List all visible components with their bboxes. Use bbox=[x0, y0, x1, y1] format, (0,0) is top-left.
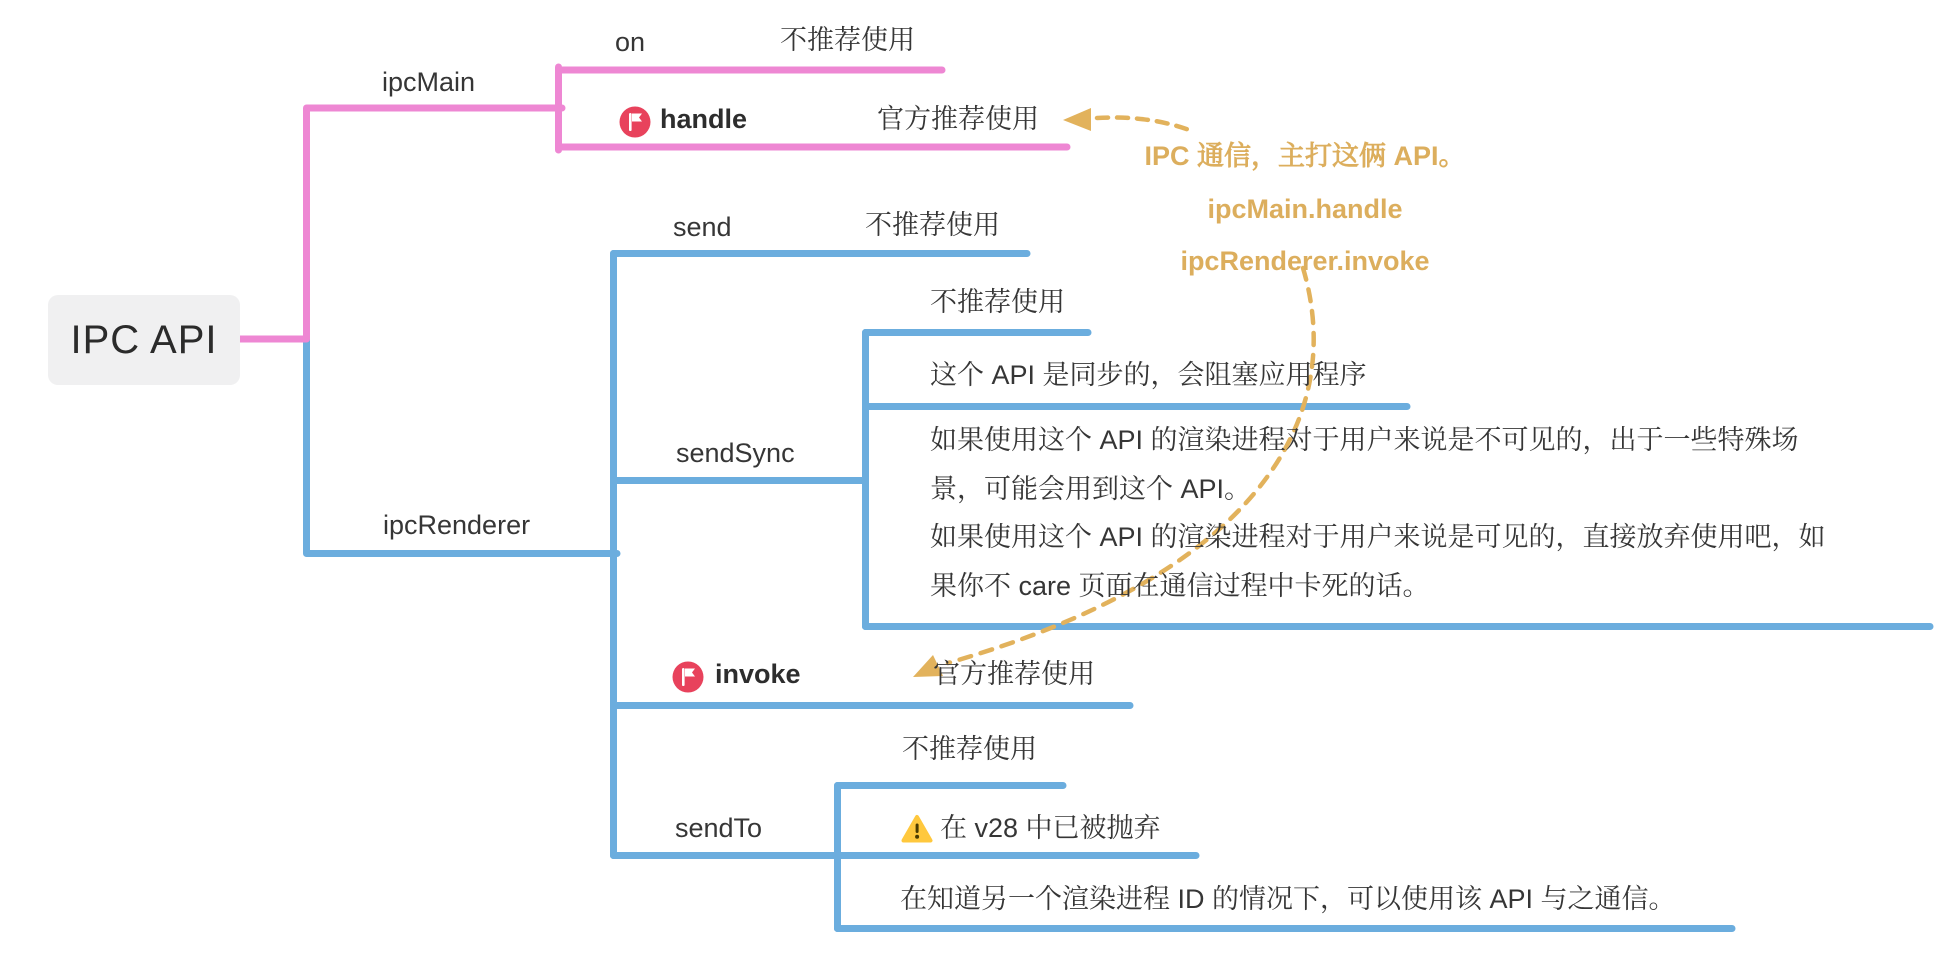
warning-icon bbox=[904, 817, 931, 841]
topic-send-remark[interactable]: 不推荐使用 bbox=[865, 210, 1000, 240]
annotation-callout[interactable] bbox=[1100, 134, 1510, 298]
root-topic-label: IPC API bbox=[70, 317, 218, 362]
annotation-line: ipcRenderer.invoke bbox=[1180, 246, 1430, 276]
topic-handle-remark[interactable]: 官方推荐使用 bbox=[877, 104, 1039, 134]
topic-on[interactable]: on bbox=[615, 27, 646, 57]
note-detail-line: 果你不 care 页面在通信过程中卡死的话。 bbox=[930, 570, 1430, 601]
topic-send[interactable]: send bbox=[673, 212, 732, 242]
topic-handle[interactable]: handle bbox=[660, 104, 748, 134]
topic-sendto-note-not-recommended[interactable]: 不推荐使用 bbox=[902, 734, 1037, 764]
topic-invoke[interactable]: invoke bbox=[715, 659, 801, 689]
arrow-to-handle bbox=[1097, 118, 1192, 131]
topic-ipcmain[interactable]: ipcMain bbox=[382, 67, 476, 97]
topic-sendto-note-deprecated[interactable]: 在 v28 中已被抛弃 bbox=[940, 813, 1161, 843]
topic-sendsync-note-sync-warning[interactable]: 这个 API 是同步的，会阻塞应用程序 bbox=[930, 360, 1367, 390]
topic-on-remark[interactable]: 不推荐使用 bbox=[780, 25, 915, 55]
note-detail-line: 景，可能会用到这个 API。 bbox=[930, 473, 1252, 504]
annotation-line: IPC 通信，主打这俩 API。 bbox=[1144, 141, 1466, 171]
flag-icon bbox=[620, 107, 651, 138]
topic-sendto[interactable]: sendTo bbox=[675, 813, 763, 843]
flag-icon bbox=[673, 662, 704, 693]
note-detail-line: 如果使用这个 API 的渲染进程对于用户来说是可见的，直接放弃使用吧，如 bbox=[930, 522, 1826, 552]
topic-invoke-remark[interactable]: 官方推荐使用 bbox=[933, 659, 1095, 689]
topic-sendsync-note-detail[interactable] bbox=[930, 424, 1826, 618]
topic-sendto-note-usage[interactable]: 在知道另一个渲染进程 ID 的情况下，可以使用该 API 与之通信。 bbox=[900, 884, 1676, 914]
topic-sendsync-note-not-recommended[interactable]: 不推荐使用 bbox=[930, 287, 1065, 317]
root-topic[interactable] bbox=[48, 295, 240, 385]
arrow-to-handle-head bbox=[1063, 108, 1091, 131]
annotation-line: ipcMain.handle bbox=[1207, 194, 1403, 224]
topic-ipcrenderer[interactable]: ipcRenderer bbox=[383, 510, 531, 540]
topic-sendsync[interactable]: sendSync bbox=[676, 438, 795, 468]
note-detail-line: 如果使用这个 API 的渲染进程对于用户来说是不可见的，出于一些特殊场 bbox=[930, 425, 1799, 455]
